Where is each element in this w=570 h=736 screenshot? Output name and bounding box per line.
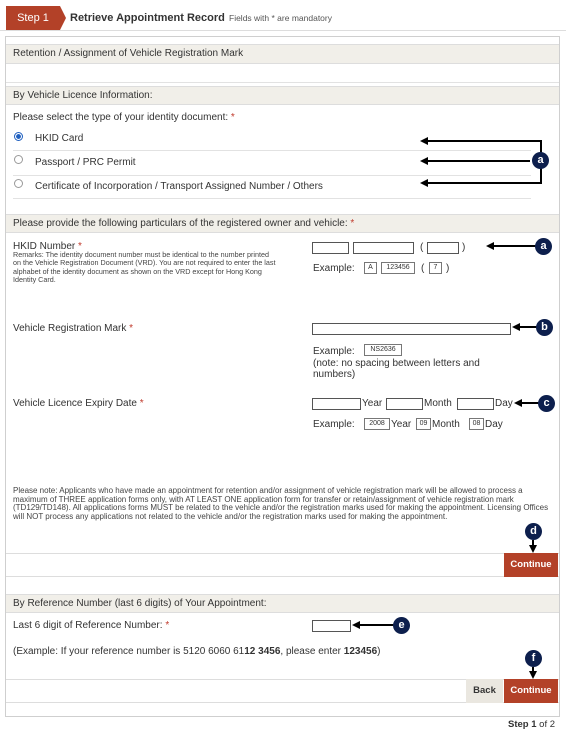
open-paren: ( xyxy=(421,263,425,274)
required-mark: * xyxy=(139,398,144,409)
callout-d-arrowhead xyxy=(529,545,537,553)
reference-section-header xyxy=(6,594,559,613)
arrow-line xyxy=(518,326,537,328)
step-indicator-tab: Step 1 xyxy=(6,6,60,30)
section-title-bar xyxy=(6,44,559,64)
open-paren: ( xyxy=(420,242,424,253)
example-bold: 12 3456 xyxy=(244,646,281,657)
callout-b-arrow xyxy=(512,323,537,333)
callout-e-arrow xyxy=(352,621,394,631)
hkid-label-text: HKID Number xyxy=(13,241,76,252)
vrm-label xyxy=(13,323,133,334)
header-divider xyxy=(0,30,566,31)
required-mark: * xyxy=(230,112,235,123)
arrow-line xyxy=(426,182,542,184)
hkid-remarks: Remarks: The identity document number must be identical to the number printed on the Vehicle Registration Document (VRD). You are not required to enter the last alphabet of the identity document as shown on the VRD except for Hong Kong Identity Card. xyxy=(13,250,276,285)
callout-f-badge: f xyxy=(525,650,542,667)
expiry-example-day: 08 xyxy=(469,418,484,430)
particulars-section-header xyxy=(6,214,559,233)
year-label: Year xyxy=(362,398,383,409)
expiry-label-text: Vehicle Licence Expiry Date xyxy=(13,398,137,409)
step-footer-total: of 2 xyxy=(536,719,556,730)
vrm-example-label: Example: xyxy=(313,346,355,357)
expiry-label xyxy=(13,398,144,409)
expiry-month-input[interactable] xyxy=(386,398,423,410)
expiry-year-input[interactable] xyxy=(312,398,361,410)
callout-a-badge: a xyxy=(532,152,549,169)
month-label: Month xyxy=(432,419,460,430)
required-mark: * xyxy=(350,218,355,229)
hkid-prefix-input[interactable] xyxy=(312,242,349,254)
hkid-digits-input[interactable] xyxy=(353,242,414,254)
vrm-example-value: NS2636 xyxy=(364,344,402,356)
continue-button[interactable]: Continue xyxy=(504,553,558,577)
licence-section-title: By Vehicle Licence Information: xyxy=(13,90,153,101)
reference-example xyxy=(13,646,381,657)
radio-label-certificate: Certificate of Incorporation / Transport Assigned Number / Others xyxy=(35,181,323,192)
hkid-example-check: 7 xyxy=(429,262,442,274)
expiry-example-month: 09 xyxy=(416,418,431,430)
day-label: Day xyxy=(485,419,503,430)
callout-a-arrow xyxy=(486,242,536,252)
arrow-line xyxy=(492,245,536,247)
arrow-line xyxy=(520,402,539,404)
hkid-example-letter: A xyxy=(364,262,377,274)
example-suffix: ) xyxy=(377,646,381,657)
licence-section-header xyxy=(6,86,559,105)
example-prefix: (Example: If your reference number is 5120 6060 61 xyxy=(13,646,245,657)
back-button[interactable]: Back xyxy=(466,679,503,703)
vrm-label-text: Vehicle Registration Mark xyxy=(13,323,127,334)
radio-button-hkid[interactable] xyxy=(14,132,23,141)
callout-e-badge: e xyxy=(393,617,410,634)
year-label: Year xyxy=(391,419,412,430)
step-footer-current: Step 1 xyxy=(508,719,537,730)
doc-type-prompt-text: Please select the type of your identity document: xyxy=(13,112,229,123)
section-gap xyxy=(6,64,559,83)
hkid-example-digits: 123456 xyxy=(381,262,415,274)
radio-button-passport[interactable] xyxy=(14,155,23,164)
day-label: Day xyxy=(495,398,513,409)
page-title: Retrieve Appointment Record xyxy=(70,12,225,24)
required-mark: * xyxy=(129,323,134,334)
vrm-note-line2: numbers) xyxy=(313,369,356,380)
step-tab-notch xyxy=(60,6,66,30)
reference-label-text: Last 6 digit of Reference Number: xyxy=(13,620,163,631)
callout-d-badge: d xyxy=(525,523,542,540)
particulars-section-title: Please provide the following particulars of the registered owner and vehicle: xyxy=(13,218,348,229)
please-note-text: Please note: Applicants who have made an appointment for retention and/or assignment of vehicle registration mark will be allowed to process a maximum of THREE application forms only, with AT LEAST ONE application form for transfer or retain/assignment of vehicle registration mark (TD129/TD148). All applications forms MUST be related to the vehicle and/or the registration marks used for making the appointment. Licensing Offices will NOT process any applications not related to the vehicle and/or the registration marks used for making the appointment. xyxy=(13,486,549,521)
reference-number-input[interactable] xyxy=(312,620,351,632)
radio-label-hkid: HKID Card xyxy=(35,133,84,144)
step-footer xyxy=(508,719,555,730)
reference-section-title: By Reference Number (last 6 digits) of Your Appointment: xyxy=(13,598,267,609)
radio-label-passport: Passport / PRC Permit xyxy=(35,157,136,168)
section-title: Retention / Assignment of Vehicle Registration Mark xyxy=(13,48,244,59)
vrm-note-line1: (note: no spacing between letters and xyxy=(313,358,480,369)
close-paren: ) xyxy=(462,242,466,253)
callout-a-badge: a xyxy=(535,238,552,255)
callout-f-arrowhead xyxy=(529,671,537,679)
arrow-line xyxy=(358,624,394,626)
month-label: Month xyxy=(424,398,452,409)
radio-button-certificate[interactable] xyxy=(14,179,23,188)
callout-c-badge: c xyxy=(538,395,555,412)
mandatory-note: Fields with * are mandatory xyxy=(229,13,332,23)
expiry-example-year: 2008 xyxy=(364,418,390,430)
hkid-example-label: Example: xyxy=(313,263,355,274)
close-paren: ) xyxy=(446,263,450,274)
doc-type-prompt xyxy=(13,112,235,123)
expiry-example-label: Example: xyxy=(313,419,355,430)
required-mark: * xyxy=(78,241,82,252)
hkid-check-digit-input[interactable] xyxy=(427,242,459,254)
required-mark: * xyxy=(165,620,170,631)
example-value: 123456 xyxy=(343,646,378,657)
continue-button[interactable]: Continue xyxy=(504,679,558,703)
reference-label xyxy=(13,620,169,631)
callout-b-badge: b xyxy=(536,319,553,336)
callout-c-arrow xyxy=(514,399,539,409)
arrow-line xyxy=(426,160,530,162)
continue-row xyxy=(6,553,559,577)
arrow-line xyxy=(426,140,542,142)
expiry-day-input[interactable] xyxy=(457,398,494,410)
vrm-input[interactable] xyxy=(312,323,511,335)
example-mid: , please enter xyxy=(280,646,344,657)
callout-a-bracket xyxy=(420,135,541,185)
option-divider xyxy=(13,198,531,199)
